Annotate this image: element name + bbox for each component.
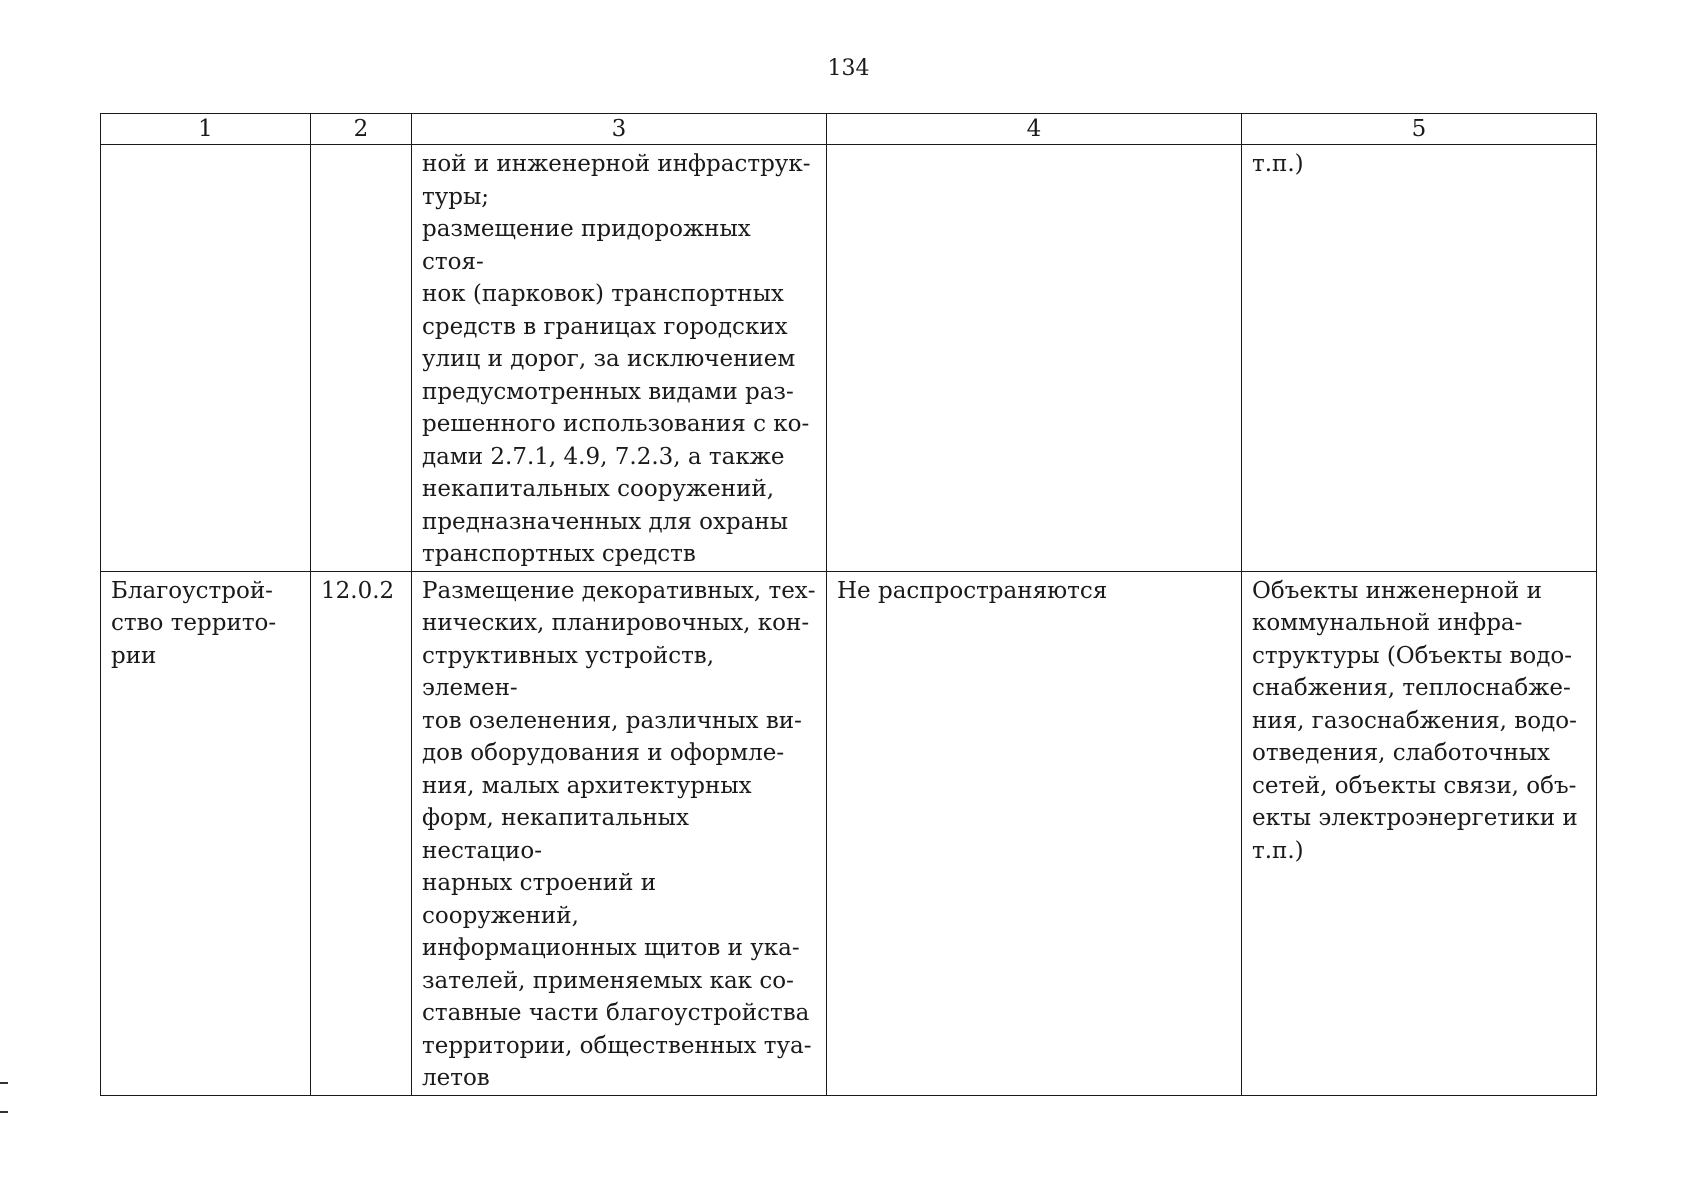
land-use-name-cell xyxy=(101,145,311,572)
land-use-description-cell xyxy=(412,571,827,1095)
land-use-code-cell xyxy=(311,145,412,572)
column-header: 3 xyxy=(412,114,827,145)
zoning-table xyxy=(100,113,1597,1096)
column-header: 1 xyxy=(101,114,311,145)
land-use-description-cell xyxy=(412,145,827,572)
restrictions-text: Не распространяются xyxy=(837,577,1108,604)
column-header: 2 xyxy=(311,114,412,145)
column-header: 4 xyxy=(827,114,1242,145)
page-number: 134 xyxy=(827,56,870,81)
table-header-row xyxy=(101,114,1597,145)
land-use-name-cell xyxy=(101,571,311,1095)
column-header: 5 xyxy=(1242,114,1597,145)
objects-cell xyxy=(1242,571,1597,1095)
objects-cell xyxy=(1242,145,1597,572)
objects-text: Объекты инженерной и коммунальной инфра- структуры (Объекты водо- снабжения, теплоснабже- ния, газоснабжения, водо- отведения, слаботочных сетей, объекты связи, объ- екты электроэнергетики и т.п.) xyxy=(1252,577,1578,864)
land-use-description: Размещение декоративных, тех- нических, планировочных, кон- структивных устройств, элемен- тов озеленения, различных ви- дов оборудования и оформле- ния, малых архитектурных форм, некапитальных нестацио- нарных строений и сооружений, информационных щитов и ука- зателей, применяемых как со- ставные части благоустройства территории, общественных туа- летов xyxy=(422,577,816,1091)
restrictions-cell xyxy=(827,571,1242,1095)
land-use-code-cell xyxy=(311,571,412,1095)
scan-edge-mark xyxy=(0,1082,8,1084)
land-use-code: 12.0.2 xyxy=(321,577,395,604)
table-row xyxy=(101,145,1597,572)
table-row xyxy=(101,571,1597,1095)
land-use-name: Благоустрой- ство террито- рии xyxy=(111,577,277,669)
land-use-description: ной и инженерной инфраструк- туры; размещение придорожных стоя- нок (парковок) транспортных средств в границах городских улиц и дорог, за исключением предусмотренных видами раз- решенного использования с ко- дами 2.7.1, 4.9, 7.2.3, а также некапитальных сооружений, предназначенных для охраны транспортных средств xyxy=(422,151,811,567)
objects-text: т.п.) xyxy=(1252,151,1304,177)
scan-edge-mark xyxy=(0,1111,8,1113)
restrictions-cell xyxy=(827,145,1242,572)
